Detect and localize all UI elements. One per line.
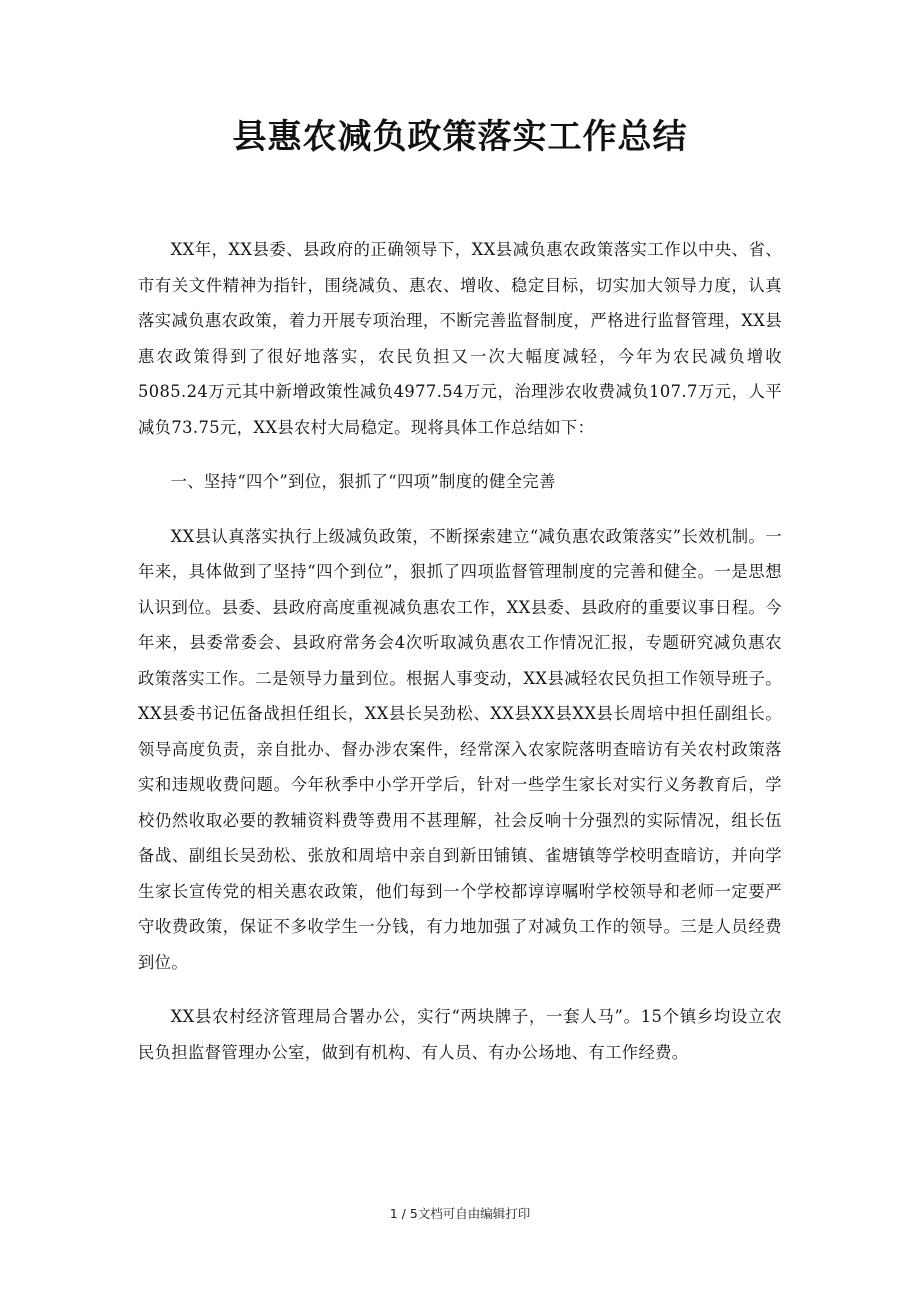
document-body bbox=[138, 232, 782, 1070]
paragraph-staffing: XX县农村经济管理局合署办公，实行“两块牌子，一套人马”。15个镇乡均设立农民负担监督管理办公室，做到有机构、有人员、有办公场地、有工作经费。 bbox=[138, 1007, 782, 1062]
document-title: 县惠农减负政策落实工作总结 bbox=[232, 117, 688, 157]
page-footer: 1 / 5文档可自由编辑打印 bbox=[389, 1206, 531, 1221]
section-heading-1: 一、坚持“四个”到位，狠抓了“四项”制度的健全完善 bbox=[170, 472, 556, 491]
paragraph-spacer bbox=[138, 445, 782, 464]
paragraph-intro: XX年，XX县委、县政府的正确领导下，XX县减负惠农政策落实工作以中央、省、市有关文件精神为指针，围绕减负、惠农、增收、稳定目标，切实加大领导力度，认真落实减负惠农政策，着力开展专项治理，不断完善监督制度，严格进行监督管理，XX县惠农政策得到了很好地落实，农民负担又一次大幅度减轻，今年为农民减负增收5085.24万元其中新增政策性减负4977.54万元，治理涉农收费减负107.7万元，人平减负73.75元，XX县农村大局稳定。现将具体工作总结如下： bbox=[138, 240, 782, 437]
paragraph-spacer bbox=[138, 500, 782, 519]
paragraph-spacer bbox=[138, 980, 782, 999]
paragraph-section-1: XX县认真落实执行上级减负政策，不断探索建立“减负惠农政策落实”长效机制。一年来，具体做到了坚持“四个到位”，狠抓了四项监督管理制度的完善和健全。一是思想认识到位。县委、县政府高度重视减负惠农工作，XX县委、县政府的重要议事日程。今年来，县委常委会、县政府常务会4次听取减负惠农工作情况汇报，专题研究减负惠农政策落实工作。二是领导力量到位。根据人事变动，XX县减轻农民负担工作领导班子。XX县委书记伍备战担任组长，XX县长吴劲松、XX县XX县XX县长周培中担任副组长。领导高度负责，亲自批办、督办涉农案件，经常深入农家院落明查暗访有关农村政策落实和违规收费问题。今年秋季中小学开学后，针对一些学生家长对实行义务教育后，学校仍然收取必要的教辅资料费等费用不甚理解，社会反响十分强烈的实际情况，组长伍备战、副组长吴劲松、张放和周培中亲自到新田铺镇、雀塘镇等学校明查暗访，并向学生家长宣传党的相关惠农政策，他们每到一个学校都谆谆嘱咐学校领导和老师一定要严守收费政策，保证不多收学生一分钱，有力地加强了对减负工作的领导。三是人员经费到位。 bbox=[138, 526, 782, 972]
